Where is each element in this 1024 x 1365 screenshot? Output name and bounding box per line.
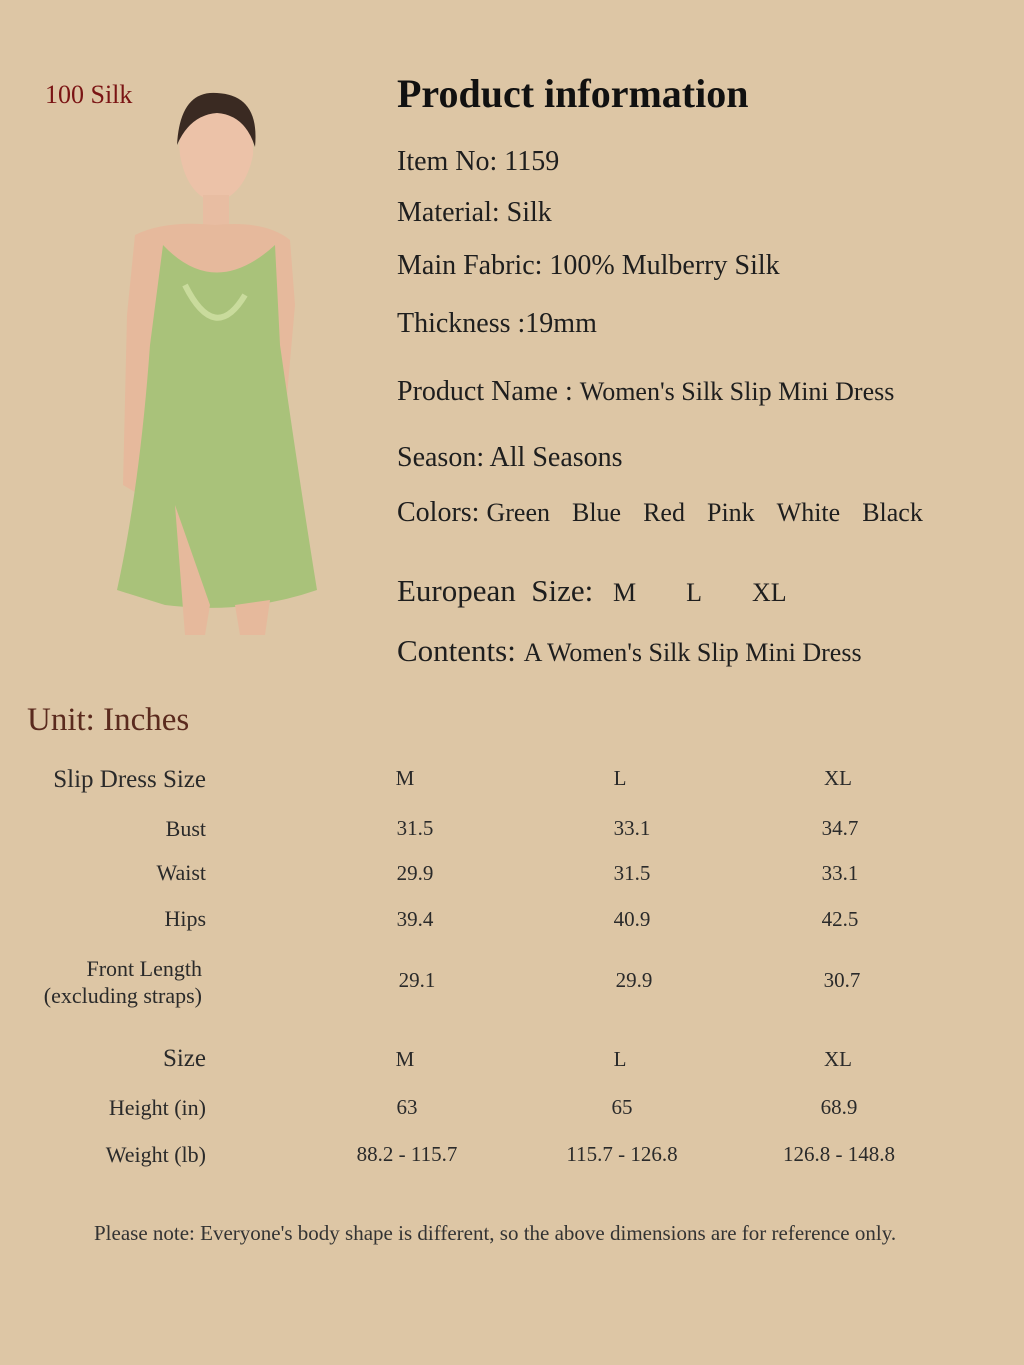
product-name-value: Women's Silk Slip Mini Dress [579,377,895,406]
size-table-column: M [395,766,415,790]
row-label-hips: Hips [164,906,206,931]
table-cell: 31.5 [613,861,651,885]
table-cell: 29.9 [396,861,434,885]
product-name [397,376,894,408]
row-label-bust: Bust [165,816,206,841]
thickness: Thickness :19mm [397,308,597,339]
silk-badge: 100 Silk [45,80,133,109]
fit-table-column: M [395,1047,415,1071]
european-size-label: European Size: [397,573,594,608]
season: Season: All Seasons [397,442,623,473]
page-title: Product information [397,71,749,116]
fit-table-column: XL [824,1047,852,1071]
item-no: Item No: 1159 [397,146,560,177]
disclaimer-note: Please note: Everyone's body shape is different, so the above dimensions are for reference only. [94,1221,897,1245]
table-cell: 29.9 [615,968,653,992]
row-label-waist: Waist [156,860,206,885]
color-option: Blue [571,498,622,527]
contents-value: A Women's Silk Slip Mini Dress [523,638,862,667]
table-cell: 115.7 - 126.8 [566,1142,678,1166]
color-option: White [776,498,841,527]
model-photo [95,85,335,645]
size-table-header-label: Slip Dress Size [53,766,206,793]
product-name-label: Product Name : [397,376,573,407]
color-option: Green [486,498,550,527]
size-option: M [613,578,637,607]
table-cell: 31.5 [396,816,434,840]
table-cell: 39.4 [396,907,434,931]
table-cell: 29.1 [398,968,436,992]
table-cell: 42.5 [821,907,859,931]
contents-label: Contents: [397,633,516,668]
table-cell: 33.1 [613,816,651,840]
table-cell: 33.1 [821,861,859,885]
table-cell: 126.8 - 148.8 [783,1142,895,1166]
contents [397,633,862,669]
table-cell: 63 [396,1095,418,1119]
row-label-height: Height (in) [108,1095,206,1120]
size-option: XL [752,578,787,607]
color-option: Red [643,498,685,527]
fit-table-column: L [613,1047,627,1071]
row-label-weight: Weight (lb) [105,1142,206,1167]
table-cell: 40.9 [613,907,651,931]
row-label-front-length: Front Length [86,956,202,981]
table-cell: 34.7 [821,816,859,840]
european-size [397,573,837,609]
table-cell: 30.7 [823,968,861,992]
color-option: Pink [706,498,755,527]
table-cell: 68.9 [820,1095,858,1119]
main-fabric: Main Fabric: 100% Mulberry Silk [397,250,780,281]
row-label-front-length-note: (excluding straps) [43,983,202,1008]
table-cell: 88.2 - 115.7 [356,1142,458,1166]
unit-label: Unit: Inches [27,702,190,738]
size-table-column: L [613,766,627,790]
size-table-column: XL [824,766,852,790]
table-cell: 65 [611,1095,633,1119]
fit-table-header-label: Size [162,1045,206,1072]
size-option: L [686,578,703,607]
colors [397,497,945,529]
material: Material: Silk [397,197,552,228]
color-option: Black [862,498,923,527]
colors-label: Colors: [397,497,480,528]
